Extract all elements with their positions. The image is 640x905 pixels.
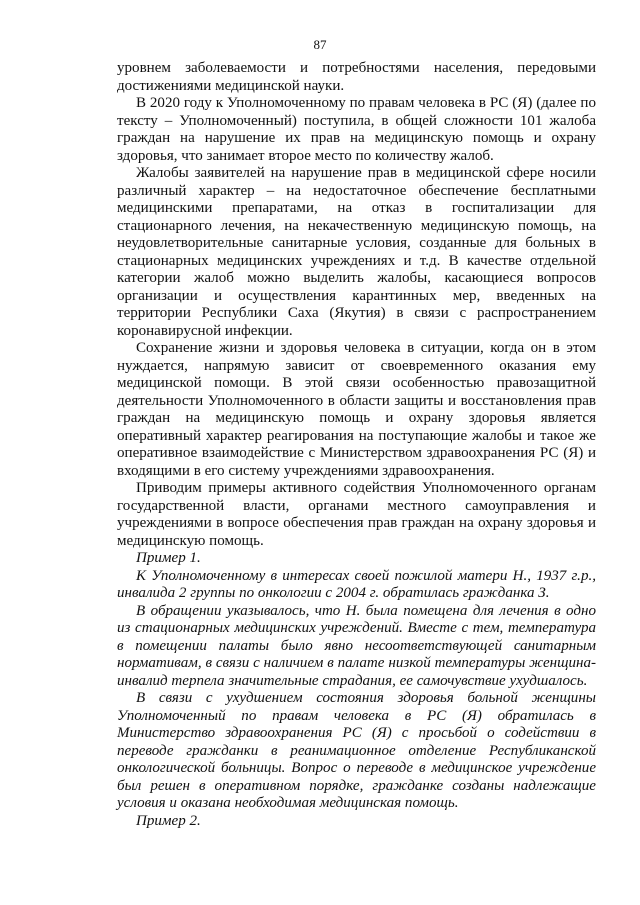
example-2-heading: Пример 2. bbox=[136, 812, 201, 829]
example-1-resolution: В связи с ухудшением состояния здоровья больной женщины Уполномоченный по правам человека в РС (Я) обратилась в Министерство здравоохранения РС (Я) с просьбой о содействии в переводе гражданки в реанимационное отделение Республиканской онкологической больницы. Вопрос о переводе в медицинское учреждение был решен в оперативном порядке, гражданке созданы надлежащие условия и оказана необходимая медицинская помощь. bbox=[117, 690, 596, 811]
paragraph-timely-care: Сохранение жизни и здоровья человека в ситуации, когда он в этом нуждается, напрямую зависит от своевременного оказания ему медицинской помощи. В этой связи особенностью правозащитной деятельности Уполномоченного в области защиты и восстановления прав граждан на медицинскую помощь и охрану здоровья является оперативный характер реагирования на поступающие жалобы и такое же оперативное взаимодействие с Министерством здравоохранения РС (Я) и входящими в его систему учреждениями здравоохранения. bbox=[117, 340, 596, 479]
document-body bbox=[117, 60, 596, 830]
paragraph-complaints-count: В 2020 году к Уполномоченному по правам человека в РС (Я) (далее по тексту – Уполномоченный) поступила, в общей сложности 101 жалоба граждан на нарушение их прав на медицинскую помощь и охрану здоровья, что занимает второе место по количеству жалоб. bbox=[117, 95, 596, 164]
example-1-applicant: К Уполномоченному в интересах своей пожилой матери Н., 1937 г.р., инвалида 2 группы по онкологии с 2004 г. обратилась гражданка З. bbox=[117, 567, 596, 601]
paragraph-examples-intro: Приводим примеры активного содействия Уполномоченного органам государственной власти, органами местного самоуправления и учреждениями в вопросе обеспечения прав граждан на охрану здоровья и медицинскую помощь. bbox=[117, 480, 596, 549]
page-number: 87 bbox=[313, 37, 327, 52]
paragraph-complaint-types: Жалобы заявителей на нарушение прав в медицинской сфере носили различный характер – на недостаточное обеспечение бесплатными медицинскими препаратами, на отказ в госпитализации для стационарного лечения, на некачественную медицинскую помощь, на неудовлетворительные санитарные условия, созданные для больных в стационарных медицинских учреждениях и т.д. В качестве отдельной категории жалоб можно выделить жалобы, касающиеся вопросов организации и осуществления карантинных мер, введенных на территории Республики Саха (Якутия) в связи с распространением коронавирусной инфекции. bbox=[117, 165, 596, 339]
example-1-circumstances: В обращении указывалось, что Н. была помещена для лечения в одно из стационарных медицинских учреждений. Вместе с тем, температура в помещении палаты было явно несоответствующей санитарным нормативам, в связи с наличием в палате низкой температуры женщина-инвалид терпела значительные страдания, ее самочувствие ухудшалось. bbox=[117, 602, 596, 689]
paragraph-continuation: уровнем заболеваемости и потребностями населения, передовыми достижениями медицинской науки. bbox=[117, 60, 596, 94]
example-1-heading: Пример 1. bbox=[136, 550, 201, 566]
